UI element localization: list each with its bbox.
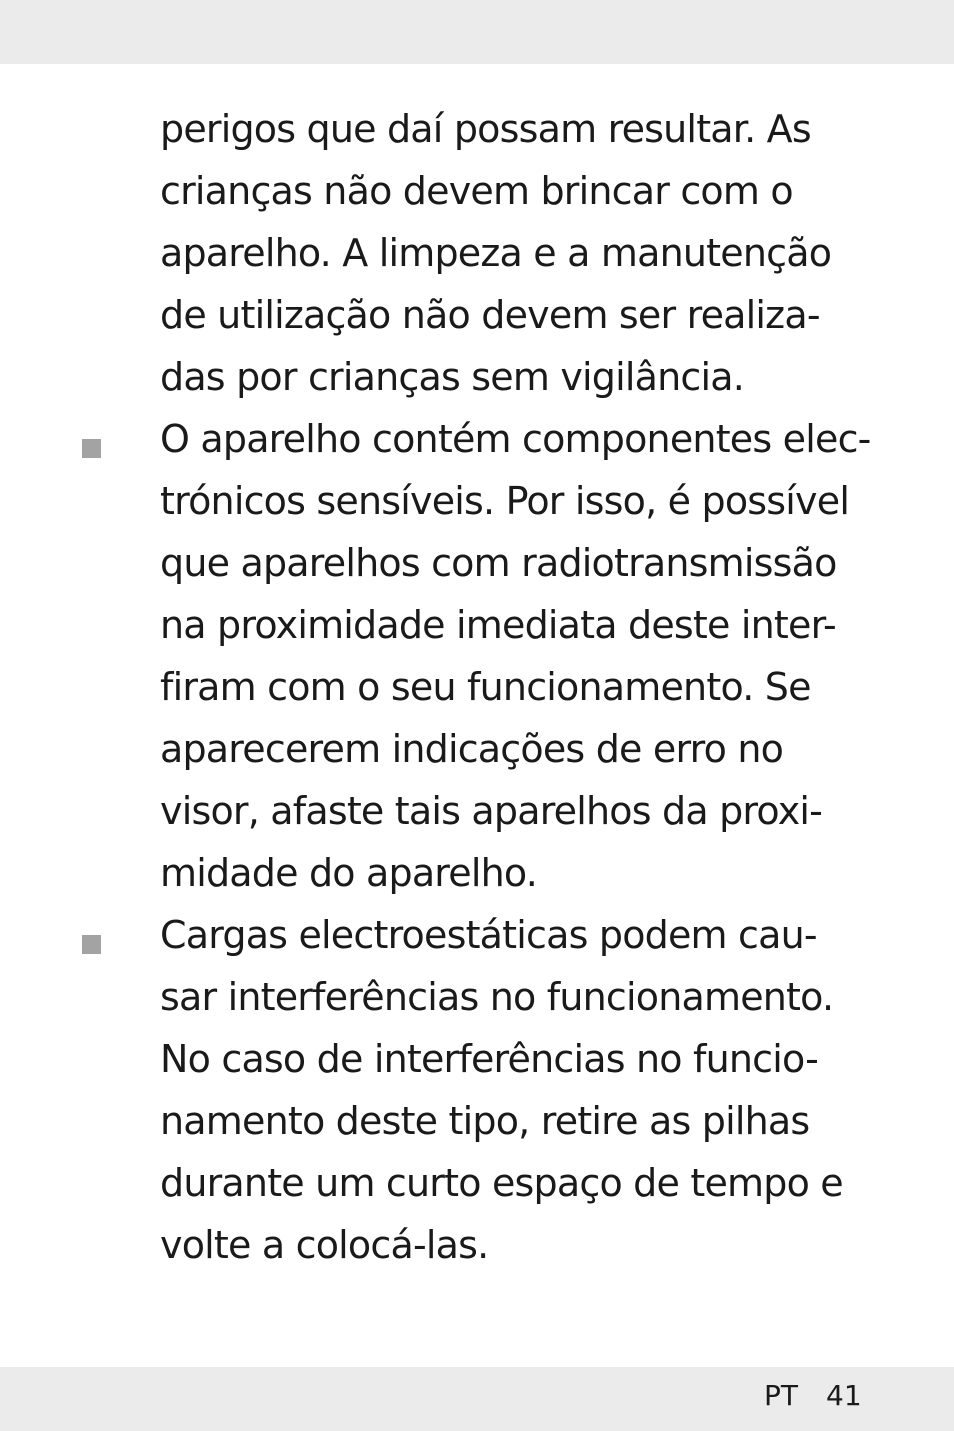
square-bullet-icon: [82, 439, 101, 458]
bullet-paragraph: [0, 408, 954, 904]
text-line: crianças não devem brincar com o: [160, 169, 793, 213]
text-line: de utilização não devem ser realiza-: [160, 293, 820, 337]
text-line: na proximidade imediata deste inter-: [160, 603, 836, 647]
document-body: [0, 98, 954, 1276]
text-line: das por crianças sem vigilância.: [160, 355, 744, 399]
square-bullet-icon: [82, 935, 101, 954]
text-line: aparecerem indicações de erro no: [160, 727, 784, 771]
text-line: Cargas electroestáticas podem cau-: [160, 913, 817, 957]
text-line: perigos que daí possam resultar. As: [160, 107, 811, 151]
text-line: firam com o seu funcionamento. Se: [160, 665, 811, 709]
text-line: volte a colocá-las.: [160, 1223, 489, 1267]
text-line: durante um curto espaço de tempo e: [160, 1161, 843, 1205]
text-line: aparelho. A limpeza e a manutenção: [160, 231, 832, 275]
bullet-paragraph: [0, 904, 954, 1276]
page-number: 41: [826, 1379, 862, 1412]
text-line: No caso de interferências no funcio-: [160, 1037, 819, 1081]
text-line: O aparelho contém componentes elec-: [160, 417, 871, 461]
text-line: que aparelhos com radiotransmissão: [160, 541, 837, 585]
footer-band: [0, 1367, 954, 1431]
text-line: visor, afaste tais aparelhos da proxi-: [160, 789, 823, 833]
text-line: namento deste tipo, retire as pilhas: [160, 1099, 810, 1143]
text-line: sar interferências no funcionamento.: [160, 975, 834, 1019]
paragraph: [0, 98, 954, 408]
footer-language: PT: [764, 1379, 798, 1412]
text-line: trónicos sensíveis. Por isso, é possível: [160, 479, 850, 523]
header-band: [0, 0, 954, 64]
text-line: midade do aparelho.: [160, 851, 537, 895]
